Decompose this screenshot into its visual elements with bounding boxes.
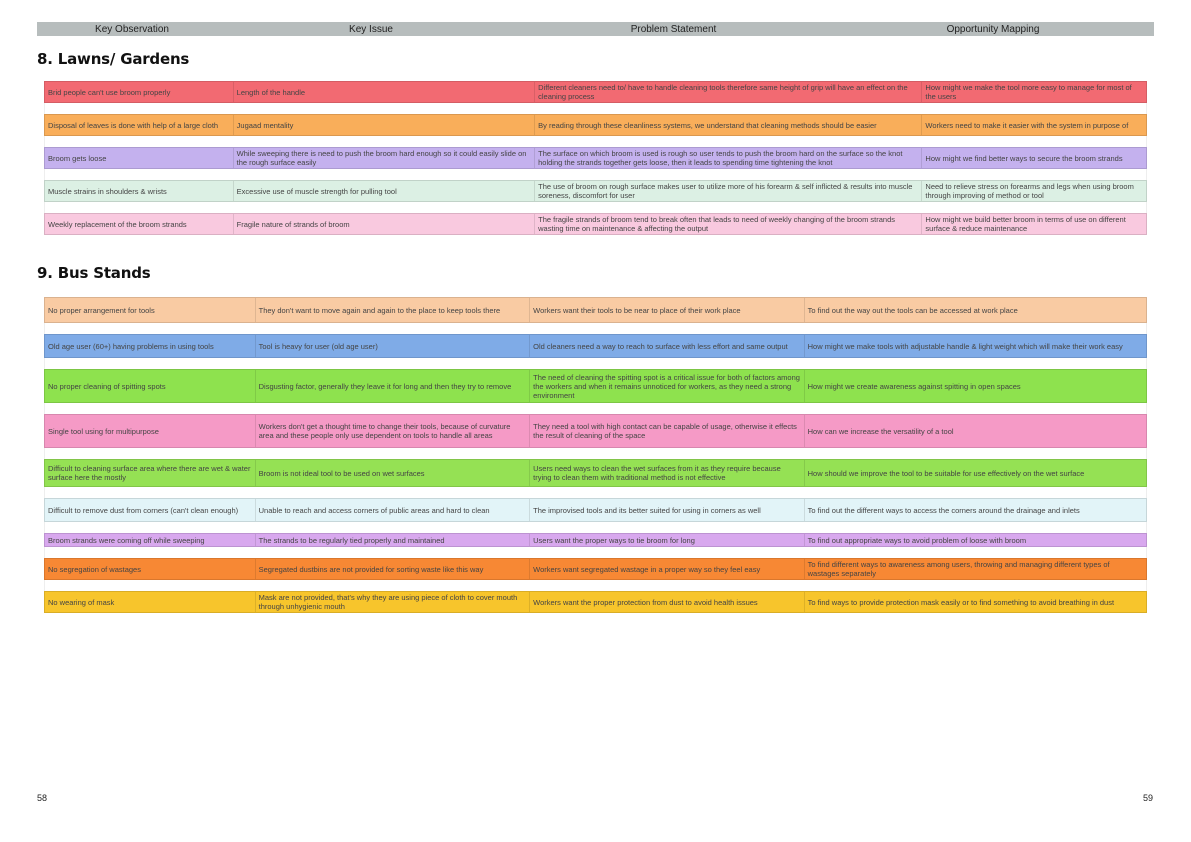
- table-cell: Broom gets loose: [45, 148, 234, 168]
- table-cell: How might we make the tool more easy to manage for most of the users: [925, 83, 1132, 101]
- table-cell: Excessive use of muscle strength for pulling tool: [234, 181, 535, 201]
- header-key-observation: Key Observation: [95, 23, 169, 35]
- table-cell: Disgusting factor, generally they leave it for long and then they try to remove: [256, 370, 531, 402]
- table-cell: Workers don't get a thought time to change their tools, because of curvature area and these people only use dependent on tools to handle all areas: [256, 415, 531, 447]
- table-cell: No proper arrangement for tools: [45, 298, 256, 322]
- section-title-lawns: 8. Lawns/ Gardens: [37, 50, 190, 68]
- table-cell: Old age user (60+) having problems in using tools: [45, 335, 256, 357]
- table-cell: The surface on which broom is used is rough so user tends to push the broom hard on the surface so the knot holding the strands together gets loose, then it leads to spending time tightening the knot: [535, 148, 922, 168]
- table-cell: To find out the way out the tools can be accessed at work place: [807, 305, 1018, 315]
- row-spacer: [44, 487, 1147, 498]
- bus-stands-table: [44, 297, 1147, 613]
- table-cell: To find different ways to awareness among users, throwing and managing different types of wastages separately: [807, 560, 1110, 578]
- table-row: [44, 498, 1147, 522]
- row-spacer: [44, 358, 1147, 369]
- table-header-bar: [37, 22, 1154, 36]
- table-cell: Length of the handle: [234, 82, 535, 102]
- table-cell: To find out the different ways to access the corners around the drainage and inlets: [807, 505, 1080, 515]
- table-cell: They need a tool with high contact can be capable of usage, otherwise it effects the result of cleaning of the space: [530, 415, 805, 447]
- table-cell: To find out appropriate ways to avoid problem of loose with broom: [807, 535, 1027, 545]
- table-row: [44, 334, 1147, 358]
- row-spacer: [44, 522, 1147, 533]
- table-cell: How might we create awareness against spitting in open spaces: [807, 381, 1021, 391]
- table-cell: To find ways to provide protection mask easily or to find something to avoid breathing in dust: [807, 597, 1115, 607]
- table-row: [44, 114, 1147, 136]
- table-cell: No proper cleaning of spitting spots: [45, 370, 256, 402]
- table-cell: How might we make tools with adjustable handle & light weight which will make their work easy: [807, 341, 1123, 351]
- table-cell: Broom is not ideal tool to be used on wet surfaces: [256, 460, 531, 486]
- table-row: [44, 591, 1147, 613]
- row-spacer: [44, 580, 1147, 591]
- header-key-issue: Key Issue: [349, 23, 393, 35]
- table-cell: Workers need to make it easier with the system in purpose of: [925, 120, 1129, 130]
- table-row: [44, 81, 1147, 103]
- table-row: [44, 147, 1147, 169]
- header-opportunity-mapping: Opportunity Mapping: [946, 23, 1040, 35]
- table-cell: The improvised tools and its better suited for using in corners as well: [530, 499, 805, 521]
- table-cell: Fragile nature of strands of broom: [234, 214, 535, 234]
- table-cell: Unable to reach and access corners of public areas and hard to clean: [256, 499, 531, 521]
- table-cell: Muscle strains in shoulders & wrists: [45, 181, 234, 201]
- table-cell: Mask are not provided, that's why they are using piece of cloth to cover mouth through unhygienic mouth: [256, 592, 531, 612]
- table-row: [44, 180, 1147, 202]
- table-row: [44, 533, 1147, 547]
- table-cell: Users want the proper ways to tie broom for long: [530, 534, 805, 546]
- table-cell: Single tool using for multipurpose: [45, 415, 256, 447]
- table-cell: Difficult to remove dust from corners (can't clean enough): [45, 499, 256, 521]
- row-spacer: [44, 448, 1147, 459]
- table-cell: Segregated dustbins are not provided for sorting waste like this way: [256, 559, 531, 579]
- row-spacer: [44, 403, 1147, 414]
- table-cell: The strands to be regularly tied properly and maintained: [256, 534, 531, 546]
- table-cell: Workers want the proper protection from dust to avoid health issues: [530, 592, 805, 612]
- table-cell: They don't want to move again and again to the place to keep tools there: [256, 298, 531, 322]
- table-cell: No segregation of wastages: [45, 559, 256, 579]
- table-row: [44, 213, 1147, 235]
- table-cell: Brid people can't use broom properly: [45, 82, 234, 102]
- table-cell: Different cleaners need to/ have to handle cleaning tools therefore same height of grip will have an effect on the cleaning process: [535, 82, 922, 102]
- table-cell: While sweeping there is need to push the broom hard enough so it could easily slide on the rough surface easily: [234, 148, 535, 168]
- table-cell: Workers want their tools to be near to place of their work place: [530, 298, 805, 322]
- table-cell: How might we find better ways to secure the broom strands: [925, 153, 1123, 163]
- table-cell: How can we increase the versatility of a tool: [807, 426, 954, 436]
- row-spacer: [44, 202, 1147, 213]
- table-cell: Old cleaners need a way to reach to surface with less effort and same output: [530, 335, 805, 357]
- table-cell: Jugaad mentality: [234, 115, 535, 135]
- table-row: [44, 414, 1147, 448]
- table-cell: Disposal of leaves is done with help of a large cloth: [45, 115, 234, 135]
- lawns-table: [44, 81, 1147, 235]
- row-spacer: [44, 169, 1147, 180]
- table-row: [44, 369, 1147, 403]
- row-spacer: [44, 103, 1147, 114]
- table-row: [44, 459, 1147, 487]
- header-problem-statement: Problem Statement: [630, 23, 717, 35]
- page-number-left: 58: [37, 793, 48, 803]
- section-title-bus-stands: 9. Bus Stands: [37, 264, 151, 282]
- table-cell: The need of cleaning the spitting spot is a critical issue for both of factors among the workers and when it remains unnoticed for workers, as they need a strong environment: [530, 370, 805, 402]
- table-row: [44, 297, 1147, 323]
- table-cell: The use of broom on rough surface makes user to utilize more of his forearm & self inflicted & results into muscle soreness, discomfort for user: [535, 181, 922, 201]
- row-spacer: [44, 547, 1147, 558]
- row-spacer: [44, 323, 1147, 334]
- table-cell: Weekly replacement of the broom strands: [45, 214, 234, 234]
- page-number-right: 59: [1143, 793, 1154, 803]
- table-cell: How should we improve the tool to be suitable for use effectively on the wet surface: [807, 468, 1085, 478]
- table-cell: Workers want segregated wastage in a proper way so they feel easy: [530, 559, 805, 579]
- table-cell: Tool is heavy for user (old age user): [256, 335, 531, 357]
- row-spacer: [44, 136, 1147, 147]
- table-cell: How might we build better broom in terms of use on different surface & reduce maintenance: [925, 215, 1126, 233]
- table-cell: The fragile strands of broom tend to break often that leads to need of weekly changing of the broom strands wasting time on maintenance & affecting the output: [535, 214, 922, 234]
- table-cell: No wearing of mask: [45, 592, 256, 612]
- table-cell: Users need ways to clean the wet surfaces from it as they require because trying to clean them with traditional method is not effective: [530, 460, 805, 486]
- table-cell: Difficult to cleaning surface area where there are wet & water surface here the mostly: [45, 460, 256, 486]
- table-cell: By reading through these cleanliness systems, we understand that cleaning methods should be easier: [535, 115, 922, 135]
- table-cell: Broom strands were coming off while sweeping: [45, 534, 256, 546]
- table-row: [44, 558, 1147, 580]
- table-cell: Need to relieve stress on forearms and legs when using broom through improving of method or tool: [925, 182, 1134, 200]
